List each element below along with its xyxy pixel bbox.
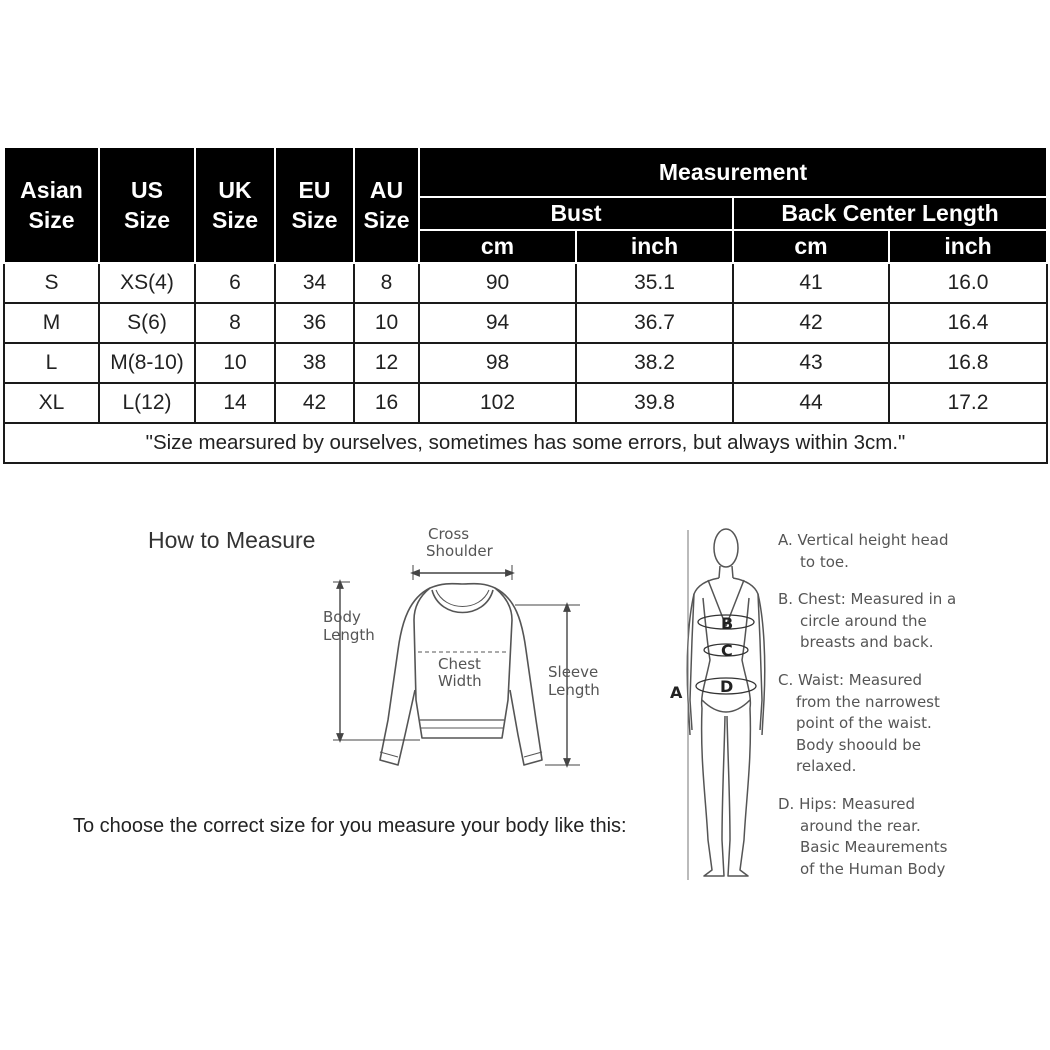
table-cell: 42 (275, 383, 354, 423)
table-cell: 94 (419, 303, 576, 343)
table-cell: L(12) (99, 383, 195, 423)
table-cell: 16.4 (889, 303, 1047, 343)
table-cell: 14 (195, 383, 275, 423)
header-uk-size: UK Size (195, 147, 275, 263)
table-cell: 6 (195, 263, 275, 303)
table-cell: XS(4) (99, 263, 195, 303)
table-cell: 41 (733, 263, 889, 303)
size-note: "Size mearsured by ourselves, sometimes has some errors, but always within 3cm." (4, 423, 1047, 463)
body-letter-c: C (721, 641, 733, 660)
how-to-measure-title: How to Measure (148, 527, 316, 553)
table-cell: 10 (195, 343, 275, 383)
table-cell: 36.7 (576, 303, 733, 343)
cross-label-line2: Shoulder (426, 542, 493, 560)
body-letter-d: D (720, 677, 734, 696)
body-label-line2: Length (323, 626, 375, 644)
table-cell: 102 (419, 383, 576, 423)
choose-size-instruction: To choose the correct size for you measure your body like this: (73, 815, 627, 837)
note-vertical-height: A. Vertical height head to toe. (778, 531, 949, 571)
chest-label-line2: Width (438, 672, 482, 690)
table-cell: 8 (354, 263, 419, 303)
table-cell: 16.0 (889, 263, 1047, 303)
header-bust-inch: inch (576, 230, 733, 263)
header-back-inch: inch (889, 230, 1047, 263)
table-cell: 17.2 (889, 383, 1047, 423)
header-bust-cm: cm (419, 230, 576, 263)
note-waist: C. Waist: Measured from the narrowest point of the waist. Body shoould be relaxed. (778, 670, 940, 776)
table-cell: 34 (275, 263, 354, 303)
table-cell: 16.8 (889, 343, 1047, 383)
table-cell: 42 (733, 303, 889, 343)
table-cell: M(8-10) (99, 343, 195, 383)
table-cell: 39.8 (576, 383, 733, 423)
header-back-center-length: Back Center Length (733, 197, 1047, 230)
table-cell: 10 (354, 303, 419, 343)
table-cell: 38.2 (576, 343, 733, 383)
table-cell: M (4, 303, 99, 343)
header-us-size: US Size (99, 147, 195, 263)
body-label-line1: Body (323, 608, 361, 626)
header-measurement: Measurement (419, 147, 1047, 197)
sleeve-label-line2: Length (548, 681, 600, 699)
note-chest: B. Chest: Measured in a circle around the breasts and back. (778, 590, 957, 652)
header-eu-size: EU Size (275, 147, 354, 263)
table-cell: 44 (733, 383, 889, 423)
note-hips: D. Hips: Measured around the rear. Basic Meaurements of the Human Body (778, 794, 948, 878)
header-au-size: AU Size (354, 147, 419, 263)
header-asian-size: Asian Size (4, 147, 99, 263)
chest-label-line1: Chest (438, 655, 481, 673)
cross-label-line1: Cross (428, 525, 470, 543)
table-cell: 12 (354, 343, 419, 383)
table-cell: 90 (419, 263, 576, 303)
table-cell: 8 (195, 303, 275, 343)
header-back-cm: cm (733, 230, 889, 263)
body-measure-notes (778, 530, 1038, 896)
header-bust: Bust (419, 197, 733, 230)
body-letter-a: A (670, 683, 683, 702)
table-cell: 36 (275, 303, 354, 343)
table-cell: S(6) (99, 303, 195, 343)
table-cell: 35.1 (576, 263, 733, 303)
table-cell: L (4, 343, 99, 383)
table-cell: 16 (354, 383, 419, 423)
table-cell: 98 (419, 343, 576, 383)
body-figure (687, 529, 765, 880)
table-cell: 38 (275, 343, 354, 383)
table-cell: 43 (733, 343, 889, 383)
body-letter-b: B (721, 614, 734, 633)
table-cell: XL (4, 383, 99, 423)
table-cell: S (4, 263, 99, 303)
sleeve-label-line1: Sleeve (548, 663, 599, 681)
